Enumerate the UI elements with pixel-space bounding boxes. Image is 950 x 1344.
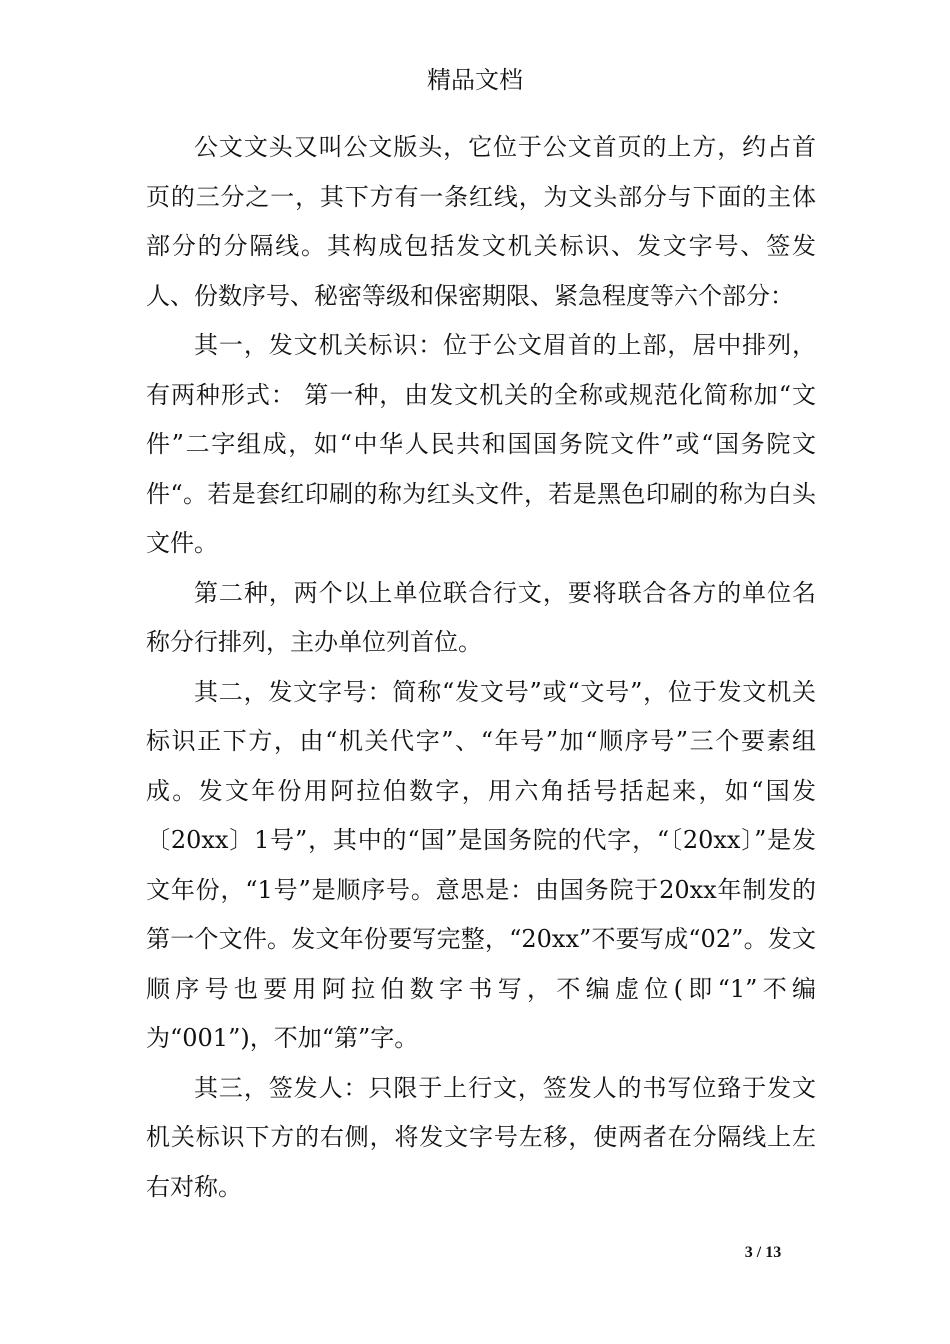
paragraph-intro: 公文文头又叫公文版头，它位于公文首页的上方，约占首页的三分之一，其下方有一条红线，为文头部分与下面的主体部分的分隔线。其构成包括发文机关标识、发文字号、签发人、份数序号、秘密等级和保密期限、紧急程度等六个部分： <box>146 133 816 310</box>
page-number: 3 / 13 <box>744 1244 782 1261</box>
paragraph-issuing-authority: 其一，发文机关标识：位于公文眉首的上部，居中排列，有两种形式： 第一种，由发文机关的全称或规范化简称加“文件”二字组成，如“中华人民共和国国务院文件”或“国务院文件“。若是套红印刷的称为红头文件，若是黑色印刷的称为白头文件。 <box>146 331 816 557</box>
document-body <box>146 123 816 1212</box>
paragraph-joint-issuance: 第二种，两个以上单位联合行文，要将联合各方的单位名称分行排列，主办单位列首位。 <box>146 578 816 656</box>
paragraph-signatory: 其三，签发人：只限于上行文，签发人的书写位臵于发文机关标识下方的右侧，将发文字号左移，使两者在分隔线上左右对称。 <box>146 1073 816 1201</box>
page-header-title: 精品文档 <box>427 66 523 94</box>
paragraph-document-number: 其二，发文字号：简称“发文号”或“文号”，位于发文机关标识正下方，由“机关代字”、“年号”加“顺序号”三个要素组成。发文年份用阿拉伯数字，用六角括号括起来，如“国发〔20xx〕1号”，其中的“国”是国务院的代字，“〔20xx〕”是发文年份，“1号”是顺序号。意思是：由国务院于20xx年制发的第一个文件。发文年份要写完整，“20xx”不要写成“02”。发文顺序号也要用阿拉伯数字书写，不编虚位(即“1”不编为“001”)，不加“第”字。 <box>146 677 816 1052</box>
